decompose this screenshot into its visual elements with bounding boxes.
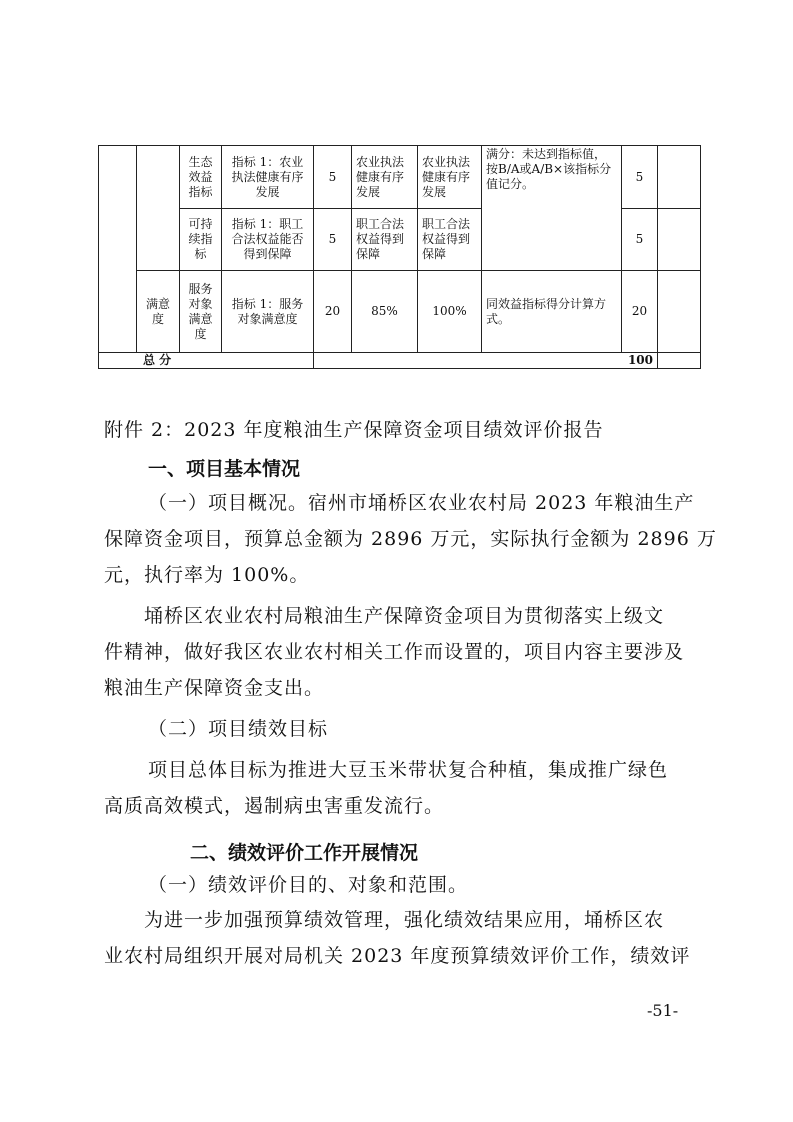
target-cell: 农业执法健康有序发展: [352, 146, 418, 209]
sub-indicator-cell: 生态效益指标: [180, 146, 222, 209]
weight-cell: 5: [314, 146, 352, 209]
section2-subheading: （一）绩效评价目的、对象和范围。: [148, 874, 469, 896]
indicator-cell: 指标 1：职工合法权益能否得到保障: [222, 209, 314, 271]
method-cell: 满分：未达到指标值，按B/A或A/B×该指标分值记分。: [482, 146, 622, 271]
weight-cell: 5: [314, 209, 352, 271]
sub-indicator-cell: 可持续指标: [180, 209, 222, 271]
actual-cell: 农业执法健康有序发展: [418, 146, 482, 209]
text-line: （一）项目概况。宿州市埇桥区农业农村局 2023 年粮油生产: [148, 492, 695, 514]
text-line: 保障资金项目，预算总金额为 2896 万元，实际执行金额为 2896 万: [104, 528, 717, 550]
text-line: 元，执行率为 100%。: [104, 564, 310, 586]
total-row: [99, 353, 701, 369]
total-value: 100: [314, 353, 658, 369]
text-line: 为进一步加强预算绩效管理，强化绩效结果应用，埇桥区农: [144, 909, 665, 931]
note-cell: [658, 146, 701, 209]
goal-heading: （二）项目绩效目标: [148, 718, 329, 740]
total-label: 总 分: [99, 353, 314, 369]
score-cell: 20: [622, 271, 658, 353]
score-cell: 5: [622, 209, 658, 271]
actual-cell: 职工合法权益得到保障: [418, 209, 482, 271]
target-cell: 85%: [352, 271, 418, 353]
text-line: 粮油生产保障资金支出。: [104, 677, 325, 699]
text-line: 埇桥区农业农村局粮油生产保障资金项目为贯彻落实上级文: [144, 605, 665, 627]
evaluation-paragraph: [104, 902, 690, 974]
performance-indicator-table: [98, 145, 701, 369]
text-line: 项目总体目标为推进大豆玉米带状复合种植，集成推广绿色: [148, 759, 669, 781]
indicator-cell: 指标 1：农业执法健康有序发展: [222, 146, 314, 209]
attachment-title: 附件 2：2023 年度粮油生产保障资金项目绩效评价报告: [104, 419, 604, 441]
level2-cell: [137, 146, 180, 271]
category-cell: 满意度: [137, 271, 180, 353]
section1-heading: 一、项目基本情况: [148, 458, 301, 480]
level1-cell: [99, 146, 137, 353]
text-line: 高质高效模式，遏制病虫害重发流行。: [104, 795, 445, 817]
text-line: 件精神，做好我区农业农村相关工作而设置的，项目内容主要涉及: [104, 641, 685, 663]
target-cell: 职工合法权益得到保障: [352, 209, 418, 271]
overview-paragraph: [104, 485, 717, 593]
page-number: -51-: [647, 1001, 679, 1020]
note-cell: [658, 271, 701, 353]
purpose-paragraph: [104, 598, 684, 706]
sub-indicator-cell: 服务对象满意度: [180, 271, 222, 353]
indicator-cell: 指标 1：服务对象满意度: [222, 271, 314, 353]
score-cell: 5: [622, 146, 658, 209]
method-cell: 同效益指标得分计算方式。: [482, 271, 622, 353]
text-line: 业农村局组织开展对局机关 2023 年度预算绩效评价工作，绩效评: [104, 945, 691, 967]
note-cell: [658, 353, 701, 369]
weight-cell: 20: [314, 271, 352, 353]
goal-paragraph: [104, 752, 668, 824]
table-row: [99, 146, 701, 209]
table-row: [99, 271, 701, 353]
section2-heading: 二、绩效评价工作开展情况: [190, 842, 419, 864]
actual-cell: 100%: [418, 271, 482, 353]
note-cell: [658, 209, 701, 271]
